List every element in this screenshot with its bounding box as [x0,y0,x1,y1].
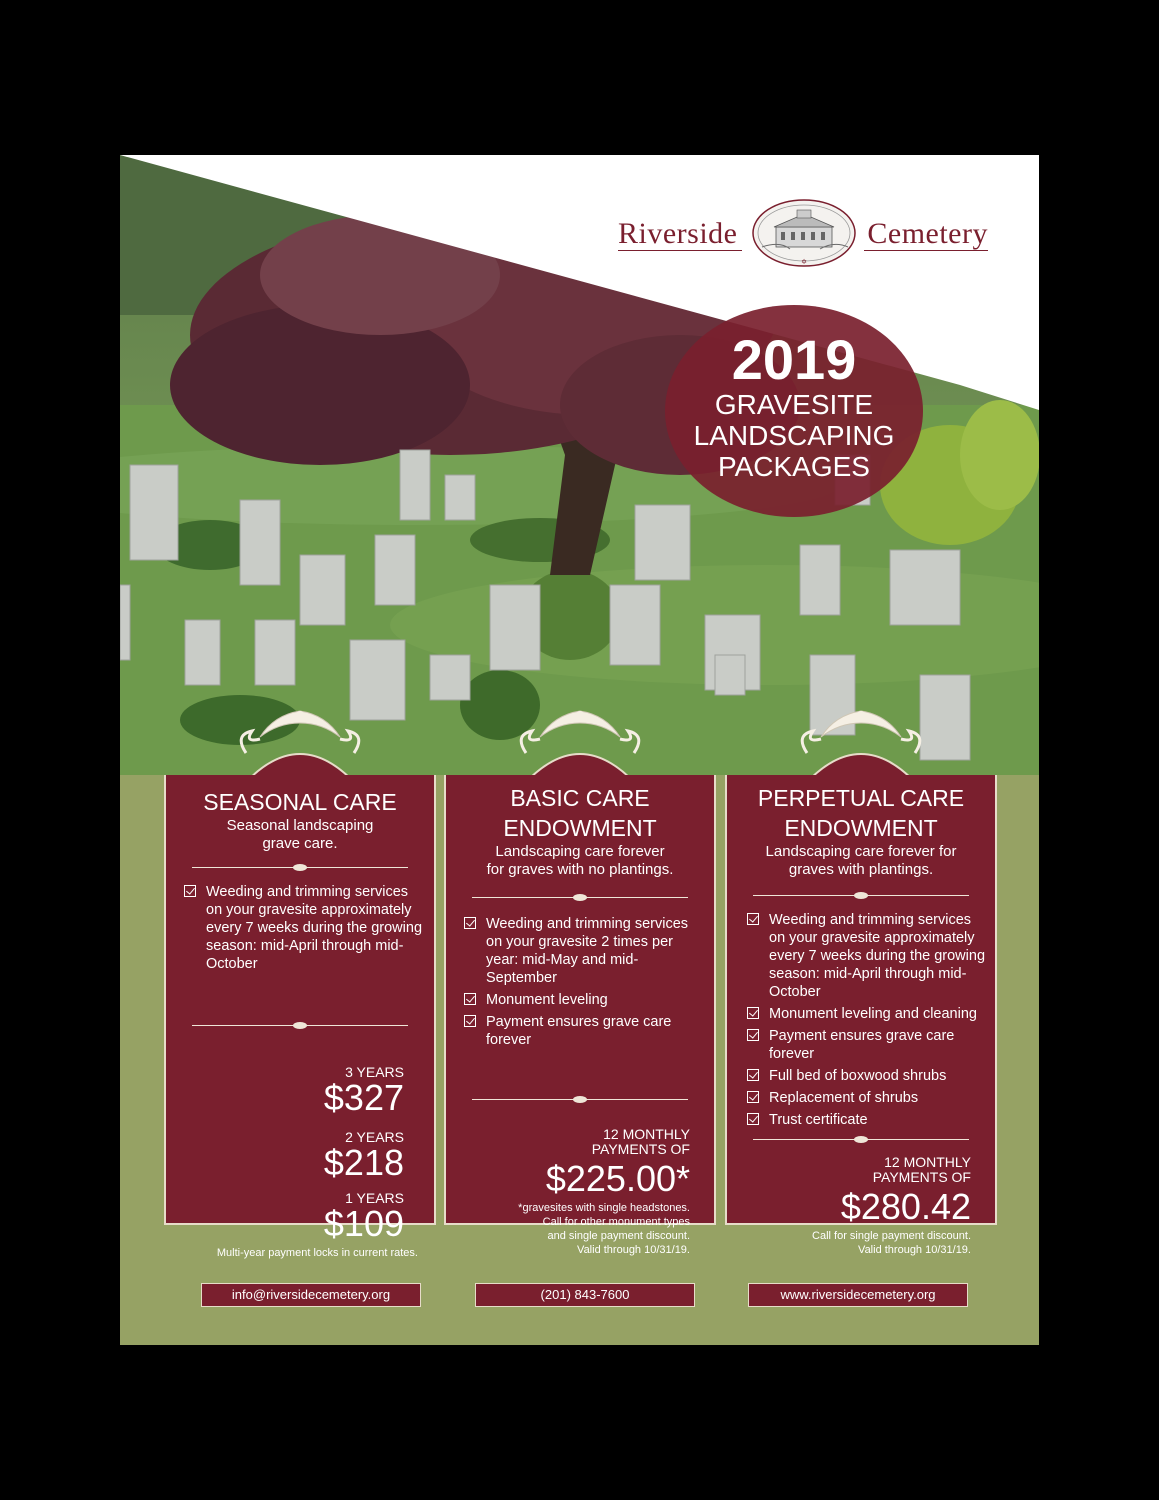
payments-label-2: PAYMENTS OF [872,1169,971,1185]
payments-label-1: 12 MONTHLY [884,1154,971,1170]
package-subtitle-2: grave care. [262,835,338,852]
price-note-2: Call for other monument types [542,1216,690,1228]
price-note-1: *gravesites with single headstones. [518,1202,690,1214]
checkbox-icon [747,1069,759,1081]
package-title-2: ENDOWMENT [784,815,938,841]
package-title-1: PERPETUAL CARE [757,785,965,811]
svg-text:✡: ✡ [801,259,807,266]
contact-phone-link[interactable]: (201) 843-7600 [475,1283,695,1307]
feature-list [446,915,714,1049]
feature-text: Monument leveling and cleaning [769,1006,977,1022]
package-body [725,775,997,1256]
feature-text: Weeding and trimming services on your gravesite approximately every 7 weeks during the growing season: mid-April through mid-October [769,912,986,1000]
checkbox-icon [184,885,196,897]
package-subtitle-1: Seasonal landscaping [226,817,374,834]
price-amount: $327 [323,1077,404,1118]
price-note-3: and single payment discount. [547,1230,690,1242]
feature-item [486,915,706,987]
feature-text: Weeding and trimming services on your gravesite 2 times per year: mid-May and mid-September [486,916,689,986]
feature-item [769,1005,987,1023]
package-body [444,775,716,1256]
divider [753,1135,969,1145]
feature-text: Weeding and trimming services on your gravesite approximately every 7 weeks during the growing season: mid-April through mid-October [206,884,423,972]
headline-year: 2019 [731,328,857,391]
divider [472,893,688,903]
contact-website-link[interactable]: www.riversidecemetery.org [748,1283,968,1307]
logo-word-left: Riverside [618,217,738,250]
price-term: 1 YEARS [345,1190,404,1206]
package-title-2: ENDOWMENT [503,815,657,841]
checkbox-icon [747,1007,759,1019]
package-subtitle-2: for graves with no plantings. [486,861,674,878]
headline-line-2: LANDSCAPING [693,420,895,451]
feature-item [206,883,426,973]
price-term: 2 YEARS [345,1129,404,1145]
headline-line-3: PACKAGES [718,451,870,482]
price-block [166,1065,434,1242]
price-term: 3 YEARS [345,1064,404,1080]
package-subtitle-1: Landscaping care forever for [765,843,957,860]
feature-list [727,911,995,1129]
feature-item [769,1027,987,1063]
feature-item [769,1089,987,1107]
divider [192,1021,408,1031]
package-title-1: BASIC CARE [510,785,650,811]
price-note-1: Call for single payment discount. [812,1230,971,1242]
feature-list [166,883,434,973]
flyer [120,155,1039,1345]
feature-item [769,1067,987,1085]
price-block [446,1127,714,1257]
price-amount: $280.42 [840,1186,971,1227]
feature-text: Payment ensures grave care forever [486,1014,672,1048]
price-note: Multi-year payment locks in current rates. [216,1247,418,1259]
divider [472,1095,688,1105]
checkbox-icon [464,1015,476,1027]
payments-label-2: PAYMENTS OF [591,1141,690,1157]
riverside-cemetery-logo [618,193,988,273]
checkbox-icon [747,1091,759,1103]
feature-text: Payment ensures grave care forever [769,1028,955,1062]
logo-rule-right [864,250,988,251]
checkbox-icon [747,1113,759,1125]
price-block [727,1155,995,1257]
logo-rule-left [618,250,742,251]
divider [753,891,969,901]
checkbox-icon [747,913,759,925]
feature-item [486,1013,706,1049]
price-note-2: Valid through 10/31/19. [858,1244,971,1256]
feature-item [486,991,706,1009]
feature-text: Trust certificate [769,1112,868,1128]
checkbox-icon [464,993,476,1005]
feature-text: Replacement of shrubs [769,1090,919,1106]
price-amount: $218 [323,1142,404,1183]
checkbox-icon [464,917,476,929]
payments-label-1: 12 MONTHLY [603,1126,690,1142]
package-subtitle-1: Landscaping care forever [495,843,665,860]
checkbox-icon [747,1029,759,1041]
headline-oval [665,305,923,517]
divider [192,863,408,873]
package-subtitle-2: graves with plantings. [788,861,934,878]
chapel-emblem-icon [750,197,858,269]
price-amount: $225.00* [545,1158,690,1199]
feature-item [769,1111,987,1129]
price-amount: $109 [323,1203,404,1244]
package-body [164,775,436,1259]
contact-email-link[interactable]: info@riversidecemetery.org [201,1283,421,1307]
price-note-4: Valid through 10/31/19. [577,1244,690,1256]
logo-word-right: Cemetery [867,217,988,250]
feature-text: Full bed of boxwood shrubs [769,1068,947,1084]
feature-text: Monument leveling [486,992,608,1008]
feature-item [769,911,987,1001]
package-title: SEASONAL CARE [203,789,397,815]
headline-line-1: GRAVESITE [714,389,874,420]
